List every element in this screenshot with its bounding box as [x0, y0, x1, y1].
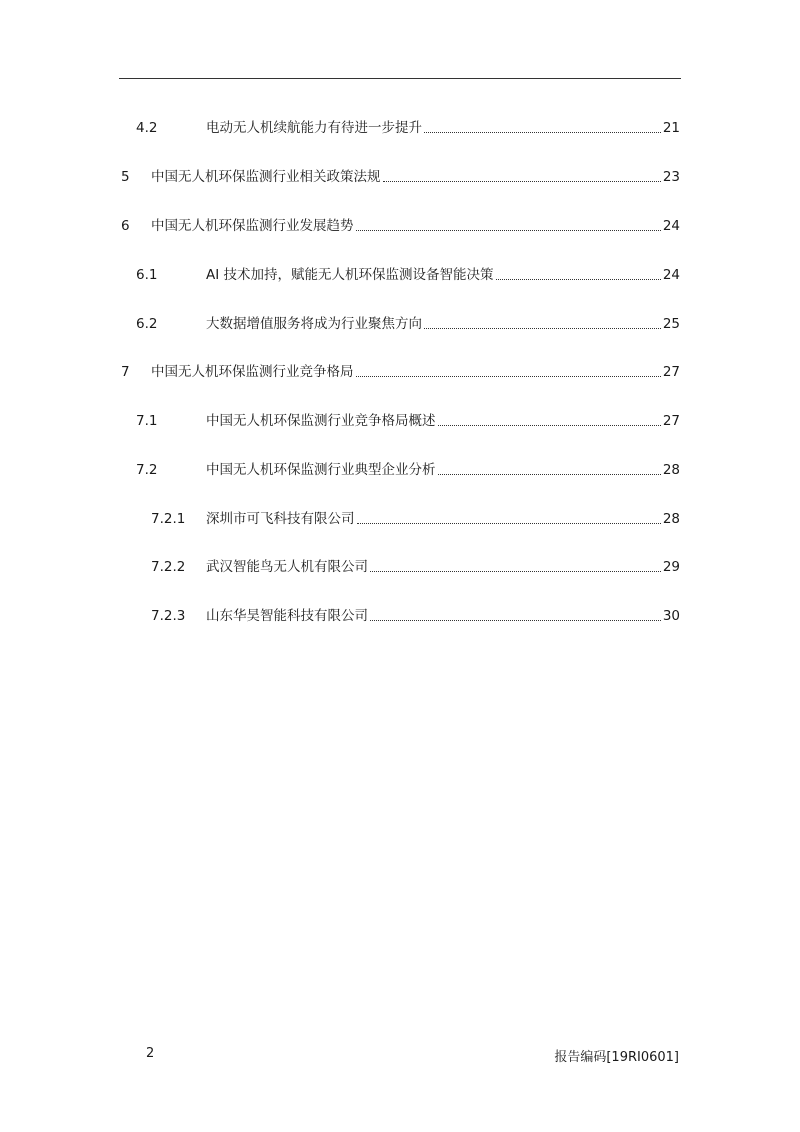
toc-entry[interactable] [121, 164, 680, 186]
toc-dot-leader [370, 620, 661, 621]
footer-page-number: 2 [146, 1046, 155, 1061]
toc-dot-leader [438, 474, 661, 475]
toc-dot-leader [370, 571, 661, 572]
toc-entry-number: 7.2.2 [151, 559, 186, 575]
toc-entry[interactable] [136, 262, 680, 284]
toc-entry-number: 5 [121, 169, 130, 185]
toc-entry-number: 7.2 [136, 462, 158, 478]
toc-entry-number: 7.1 [136, 413, 158, 429]
toc-entry-number: 7.2.1 [151, 511, 186, 527]
toc-entry-page: 24 [662, 267, 680, 283]
toc-entry-page: 29 [662, 559, 680, 575]
toc-entry-number: 6.2 [136, 316, 158, 332]
toc-dot-leader [357, 523, 661, 524]
toc-entry[interactable] [121, 359, 680, 381]
footer-report-code: 报告编码[19RI0601] [554, 1050, 679, 1065]
toc-entry-number: 7 [121, 364, 130, 380]
toc-dot-leader [424, 132, 661, 133]
toc-dot-leader [496, 279, 661, 280]
toc-entry-number: 7.2.3 [151, 608, 186, 624]
toc-entry-page: 27 [662, 413, 680, 429]
toc-dot-leader [424, 328, 661, 329]
toc-entry-title: 中国无人机环保监测行业相关政策法规 [151, 169, 381, 185]
toc-dot-leader [356, 230, 661, 231]
toc-entry-page: 24 [662, 218, 680, 234]
toc-entry-number: 4.2 [136, 120, 158, 136]
toc-dot-leader [438, 425, 661, 426]
toc-entry-title: 大数据增值服务将成为行业聚焦方向 [206, 316, 422, 332]
toc-entry[interactable] [136, 408, 680, 430]
toc-entry-title: 中国无人机环保监测行业发展趋势 [151, 218, 354, 234]
toc-entry-title: 山东华昊智能科技有限公司 [206, 608, 368, 624]
toc-entry-title: 中国无人机环保监测行业竞争格局概述 [206, 413, 436, 429]
toc-entry[interactable] [136, 311, 680, 333]
toc-entry-page: 27 [662, 364, 680, 380]
header-rule [119, 78, 681, 79]
toc-entry-title: 电动无人机续航能力有待进一步提升 [206, 120, 422, 136]
toc-entry-title: AI 技术加持，赋能无人机环保监测设备智能决策 [206, 267, 494, 283]
toc-entry[interactable] [151, 554, 680, 576]
toc-entry-number: 6 [121, 218, 130, 234]
toc-entry-page: 25 [662, 316, 680, 332]
toc-dot-leader [356, 376, 661, 377]
toc-entry-title: 深圳市可飞科技有限公司 [206, 511, 355, 527]
toc-entry[interactable] [151, 603, 680, 625]
toc-entry-page: 28 [662, 462, 680, 478]
toc-entry-number: 6.1 [136, 267, 158, 283]
toc-entry[interactable] [136, 115, 680, 137]
toc-entry[interactable] [151, 506, 680, 528]
toc-entry-page: 23 [662, 169, 680, 185]
toc-entry-title: 中国无人机环保监测行业典型企业分析 [206, 462, 436, 478]
toc-entry-page: 28 [662, 511, 680, 527]
toc-entry[interactable] [136, 457, 680, 479]
toc-entry-page: 30 [662, 608, 680, 624]
toc-entry[interactable] [121, 213, 680, 235]
toc-entry-title: 中国无人机环保监测行业竞争格局 [151, 364, 354, 380]
toc-entry-title: 武汉智能鸟无人机有限公司 [206, 559, 368, 575]
toc-dot-leader [383, 181, 661, 182]
toc-entry-page: 21 [662, 120, 680, 136]
